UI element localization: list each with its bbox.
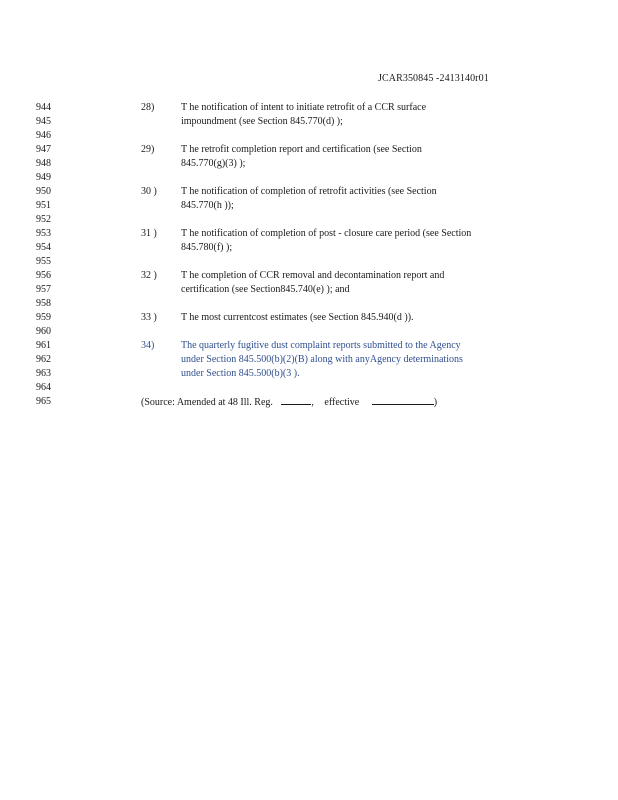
item-line: 845.770(h )); (181, 200, 234, 211)
line-number: 960 (36, 326, 51, 337)
item-line: certification (see Section845.740(e) ); and (181, 284, 350, 295)
item-line: 845.780(f) ); (181, 242, 233, 253)
document-id-header: JCAR350845 -2413140r01 (378, 73, 489, 84)
blank-effective-date (372, 395, 434, 405)
item-text (181, 185, 521, 213)
item-text (181, 311, 521, 325)
item-number: 30 ) (141, 186, 157, 197)
item-line: T he completion of CCR removal and decontamination report and (181, 270, 445, 281)
item-number: 32 ) (141, 270, 157, 281)
item-line: under Section 845.500(b)(2)(B) along with anyAgency determinations (181, 354, 463, 365)
line-number: 954 (36, 242, 51, 253)
line-number: 964 (36, 382, 51, 393)
item-line: under Section 845.500(b)(3 ). (181, 368, 300, 379)
item-number: 34) (141, 340, 155, 351)
line-number: 948 (36, 158, 51, 169)
source-note: (Source: Amended at 48 Ill. Reg. , effective ) (141, 397, 438, 408)
item-text (181, 143, 521, 171)
item-line: T he notification of completion of retrofit activities (see Section (181, 186, 437, 197)
line-number: 944 (36, 102, 51, 113)
item-line: The quarterly fugitive dust complaint reports submitted to the Agency (181, 340, 461, 351)
item-line: 845.770(g)(3) ); (181, 158, 246, 169)
item-text (181, 339, 521, 381)
item-line: impoundment (see Section 845.770(d) ); (181, 116, 343, 127)
line-number: 961 (36, 340, 51, 351)
line-number: 962 (36, 354, 51, 365)
item-number: 29) (141, 144, 155, 155)
item-line: T he most currentcost estimates (see Section 845.940(d )). (181, 312, 414, 323)
source-effective-label: effective (324, 397, 360, 408)
item-line: T he retrofit completion report and certification (see Section (181, 144, 422, 155)
item-number: 31 ) (141, 228, 157, 239)
line-number: 955 (36, 256, 51, 267)
blank-register-number (281, 395, 311, 405)
line-number: 965 (36, 396, 51, 407)
line-number: 953 (36, 228, 51, 239)
source-suffix: ) (433, 397, 438, 408)
line-number: 946 (36, 130, 51, 141)
line-number: 950 (36, 186, 51, 197)
item-text (181, 227, 521, 255)
line-number: 945 (36, 116, 51, 127)
line-number: 952 (36, 214, 51, 225)
item-line: T he notification of intent to initiate retrofit of a CCR surface (181, 102, 427, 113)
item-number: 33 ) (141, 312, 157, 323)
item-number: 28) (141, 102, 155, 113)
line-number: 949 (36, 172, 51, 183)
line-number: 947 (36, 144, 51, 155)
item-text (181, 101, 521, 129)
line-number: 951 (36, 200, 51, 211)
line-number: 959 (36, 312, 51, 323)
item-line: T he notification of completion of post - closure care period (see Section (181, 228, 472, 239)
line-number: 958 (36, 298, 51, 309)
line-number: 963 (36, 368, 51, 379)
line-number: 957 (36, 284, 51, 295)
line-number: 956 (36, 270, 51, 281)
item-text (181, 269, 521, 297)
source-prefix: (Source: Amended at 48 Ill. Reg. (141, 397, 273, 408)
